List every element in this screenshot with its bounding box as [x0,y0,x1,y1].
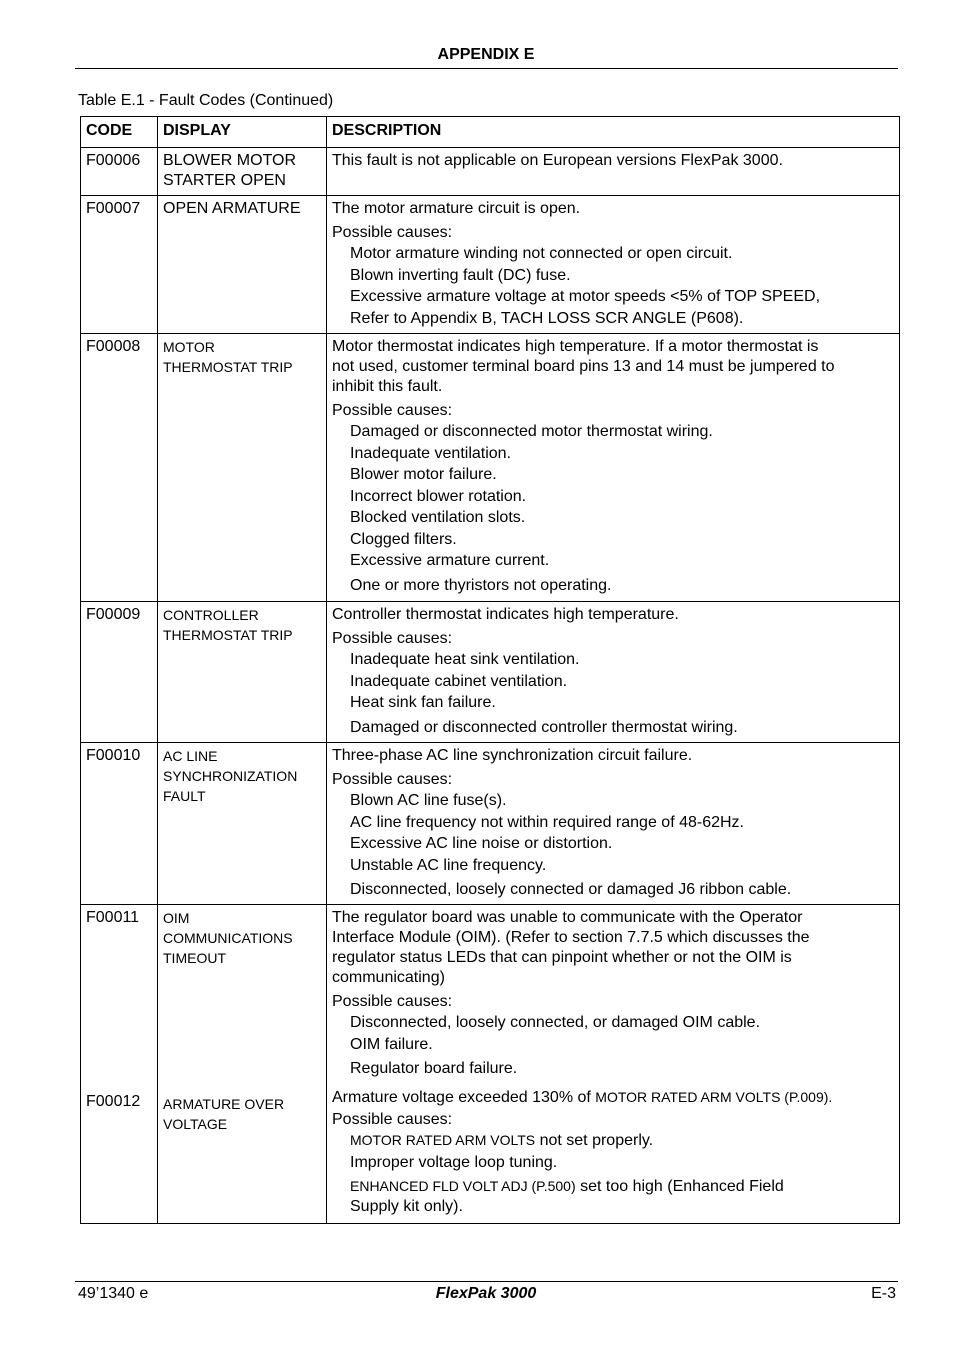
header-rule [75,68,898,69]
cause-item: Inadequate heat sink ventilation. [350,651,580,668]
fault-code-f00011: F00011 [86,909,140,926]
cause-item [332,1130,894,1152]
display-line: STARTER OPEN [163,172,286,189]
table-row [81,148,900,196]
cause-item: Disconnected, loosely connected, or damaged OIM cable. [350,1014,761,1031]
description-text: The motor armature circuit is open. [332,200,581,217]
cause-item: Damaged or disconnected controller thermostat wiring. [350,718,738,736]
description-line: not used, customer terminal board pins 13 and 14 must be jumpered to [332,358,835,375]
cause-item: Disconnected, loosely connected or damaged J6 ribbon cable. [350,881,792,898]
cause-item-continuation: Supply kit only). [350,1198,463,1215]
description-text: This fault is not applicable on European versions FlexPak 3000. [332,152,783,169]
cause-item: One or more thyristors not operating. [350,576,612,594]
fault-codes-table [80,116,900,1224]
cause-item: Excessive armature voltage at motor speeds <5% of TOP SPEED, [350,288,821,305]
parameter-name: ENHANCED FLD VOLT ADJ (P.500) [350,1178,576,1194]
fault-display [158,148,327,196]
possible-causes-label: Possible causes: [332,224,453,241]
footer-product-name: FlexPak 3000 [435,1285,537,1302]
fault-description [327,743,900,905]
table-caption: Table E.1 - Fault Codes (Continued) [78,92,334,109]
description-line: Interface Module (OIM). (Refer to section 7.7.5 which discusses the [332,929,810,946]
display-line: THERMOSTAT TRIP [163,627,293,643]
fault-code: F00006 [81,148,158,196]
cause-item: Excessive armature current. [350,552,550,569]
display-line: BLOWER MOTOR [163,152,297,169]
cause-item: Refer to Appendix B, TACH LOSS SCR ANGLE (P608). [350,309,744,327]
possible-causes-label: Possible causes: [332,630,453,647]
cause-item: Clogged filters. [350,530,457,548]
cause-text: set too high (Enhanced Field [575,1178,784,1195]
parameter-name: MOTOR RATED ARM VOLTS [350,1132,536,1148]
column-header-display: DISPLAY [158,117,327,148]
cause-item: Improper voltage loop tuning. [350,1153,558,1171]
cause-item: Blown inverting fault (DC) fuse. [350,266,571,284]
fault-display [158,905,327,1224]
cause-item: Incorrect blower rotation. [350,487,527,505]
display-line: CONTROLLER [163,607,259,623]
table-row [81,602,900,743]
fault-code: F00010 [81,743,158,905]
cause-item: AC line frequency not within required range of 48-62Hz. [350,813,744,831]
table-row [81,334,900,602]
page-header-title: APPENDIX E [437,46,535,63]
fault-display [158,602,327,743]
fault-display [158,334,327,602]
cause-item: Blown AC line fuse(s). [350,792,507,809]
cause-item: Damaged or disconnected motor thermostat wiring. [350,423,713,440]
cause-item: Heat sink fan failure. [350,694,496,711]
cause-item: Excessive AC line noise or distortion. [350,835,613,852]
possible-causes-label: Possible causes: [332,993,453,1010]
table-header-row [81,117,900,148]
description-line: communicating) [332,969,445,986]
fault-display [158,743,327,905]
possible-causes-label: Possible causes: [332,771,453,788]
display-line: OPEN ARMATURE [163,200,301,217]
fault-code: F00007 [81,196,158,334]
fault-description [327,334,900,602]
cause-item: Inadequate ventilation. [350,444,512,462]
fault-display [158,196,327,334]
fault-description [327,905,900,1224]
display-line: TIMEOUT [163,950,226,966]
cause-item: Blower motor failure. [350,466,497,483]
description-line: The regulator board was unable to communicate with the Operator [332,909,803,926]
table-row [81,196,900,334]
cause-item: Regulator board failure. [350,1060,518,1077]
display-line: VOLTAGE [163,1116,228,1132]
display-line: THERMOSTAT TRIP [163,359,293,375]
description-text [332,1087,894,1108]
cause-item: Motor armature winding not connected or open circuit. [350,245,733,262]
cause-item: Blocked ventilation slots. [350,509,526,526]
cause-item: Inadequate cabinet ventilation. [350,672,568,690]
display-line: OIM [163,910,190,926]
cause-item: Unstable AC line frequency. [350,856,547,874]
description-prefix: Armature voltage exceeded 130% of [332,1089,596,1106]
parameter-name: MOTOR RATED ARM VOLTS (P.009). [595,1089,833,1105]
description-line: inhibit this fault. [332,378,443,395]
footer-doc-number: 49’1340 e [78,1285,149,1302]
display-line: COMMUNICATIONS [163,930,293,946]
display-line: ARMATURE OVER [163,1096,285,1112]
description-text: Controller thermostat indicates high temperature. [332,606,679,623]
table-row [81,905,900,1224]
column-header-code: CODE [81,117,158,148]
description-line: regulator status LEDs that can pinpoint whether or not the OIM is [332,949,792,966]
possible-causes-label: Possible causes: [332,1111,453,1128]
display-line: SYNCHRONIZATION [163,768,298,784]
display-line: FAULT [163,788,206,804]
fault-code: F00009 [81,602,158,743]
fault-description [327,148,900,196]
display-line: MOTOR [163,339,215,355]
column-header-description: DESCRIPTION [327,117,900,148]
cause-text: not set properly. [535,1132,654,1149]
display-line: AC LINE [163,748,218,764]
fault-description [327,602,900,743]
footer-rule [75,1281,898,1282]
fault-code: F00008 [81,334,158,602]
fault-code-f00012: F00012 [86,1093,141,1110]
footer-page-number: E-3 [871,1285,896,1302]
possible-causes-label: Possible causes: [332,402,453,419]
cause-item [332,1176,894,1197]
table-row [81,743,900,905]
description-line: Motor thermostat indicates high temperature. If a motor thermostat is [332,338,819,355]
cause-item: OIM failure. [350,1035,433,1053]
fault-code [81,905,158,1224]
fault-description [327,196,900,334]
description-text: Three-phase AC line synchronization circuit failure. [332,747,693,764]
